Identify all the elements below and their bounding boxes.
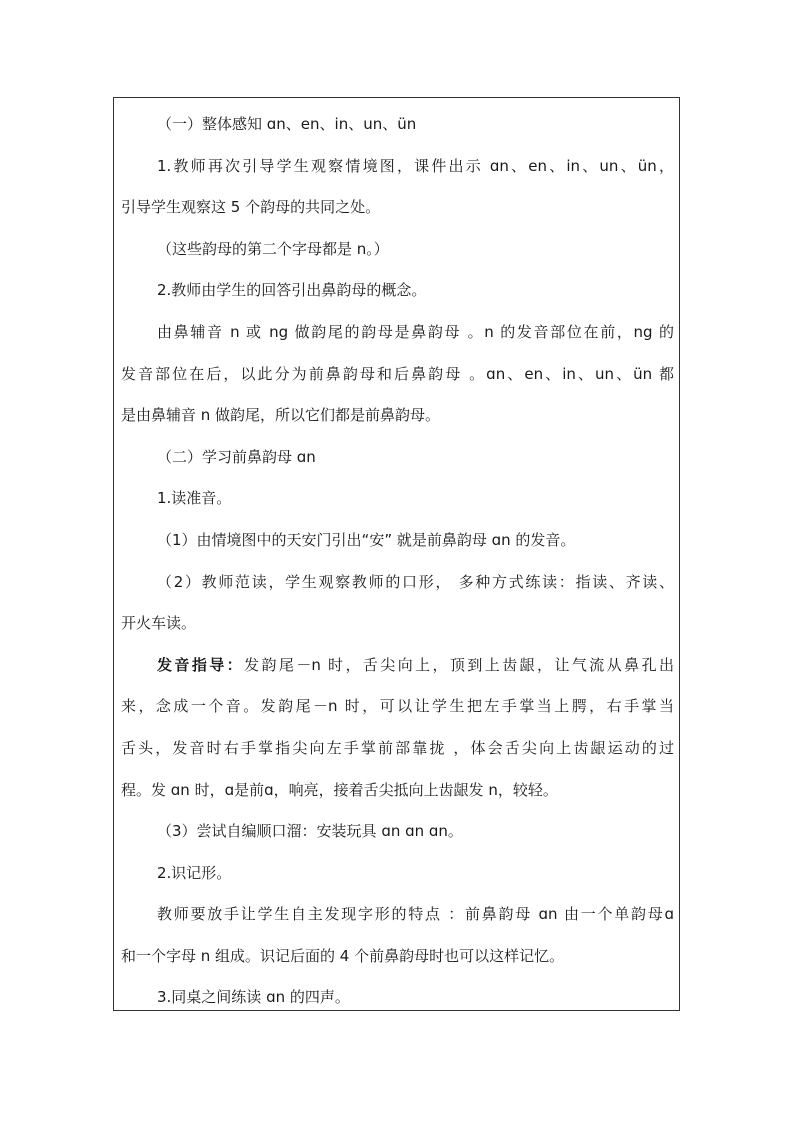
paragraph-concept: 2.教师由学生的回答引出鼻韵母的概念。 bbox=[157, 281, 427, 300]
paragraph-observe-line2: 引导学生观察这 5 个韵母的共同之处。 bbox=[121, 198, 381, 217]
step-read-sound: 1.读准音。 bbox=[157, 489, 232, 508]
guide-line3: 舌头，发音时右手掌指尖向左手掌前部靠拢 ，体会舌尖向上齿龈运动的过 bbox=[121, 738, 674, 757]
guide-line1 bbox=[121, 645, 674, 687]
paragraph-definition-line2: 发音部位在后，以此分为前鼻韵母和后鼻韵母 。ɑn、en、in、un、ün 都 bbox=[121, 364, 674, 383]
form-line2: 和一个字母 n 组成。识记后面的 4 个前鼻韵母时也可以这样记忆。 bbox=[121, 946, 565, 965]
answer-note: （这些韵母的第二个字母都是 n。） bbox=[157, 239, 389, 258]
section-heading-overall: （一）整体感知 ɑn、en、in、un、ün bbox=[157, 115, 417, 133]
substep-2-line1: （2）教师范读，学生观察教师的口形， 多种方式练读：指读、齐读、 bbox=[157, 572, 674, 591]
paragraph-observe-line1: 1.教师再次引导学生观察情境图，课件出示 ɑn、en、in、un、ün， bbox=[157, 156, 674, 175]
guide-line2: 来，念成一个音。发韵尾－n 时，可以让学生把左手掌当上腭，右手掌当 bbox=[121, 697, 674, 716]
paragraph-definition-line1: 由鼻辅音 n 或 ng 做韵尾的韵母是鼻韵母 。n 的发音部位在前，ng 的 bbox=[157, 322, 674, 341]
guide-line1-text: 发韵尾－n 时，舌尖向上，顶到上齿龈，让气流从鼻孔出 bbox=[244, 655, 674, 674]
section-heading-learn-an: （二）学习前鼻韵母 ɑn bbox=[157, 447, 316, 466]
step-recognize-form: 2.识记形。 bbox=[157, 863, 232, 882]
lesson-content bbox=[121, 104, 674, 1019]
form-line1: 教师要放手让学生自主发现字形的特点 ：前鼻韵母 ɑn 由一个单韵母ɑ bbox=[157, 905, 674, 924]
substep-1: （1）由情境图中的天安门引出“安” 就是前鼻韵母 ɑn 的发音。 bbox=[157, 530, 576, 549]
step-practice: 3.同桌之间练读 ɑn 的四声。 bbox=[157, 988, 350, 1007]
guide-line4: 程。发 ɑn 时，ɑ是前ɑ，响亮，接着舌尖抵向上齿龈发 n，较轻。 bbox=[121, 780, 558, 799]
substep-2-line2: 开火车读。 bbox=[121, 614, 197, 633]
substep-3: （3）尝试自编顺口溜：安装玩具 ɑn ɑn ɑn。 bbox=[157, 822, 463, 841]
guide-label: 发音指导： bbox=[157, 655, 245, 674]
paragraph-definition-line3: 是由鼻辅音 n 做韵尾，所以它们都是前鼻韵母。 bbox=[121, 406, 441, 425]
lesson-table-cell bbox=[113, 97, 680, 1011]
